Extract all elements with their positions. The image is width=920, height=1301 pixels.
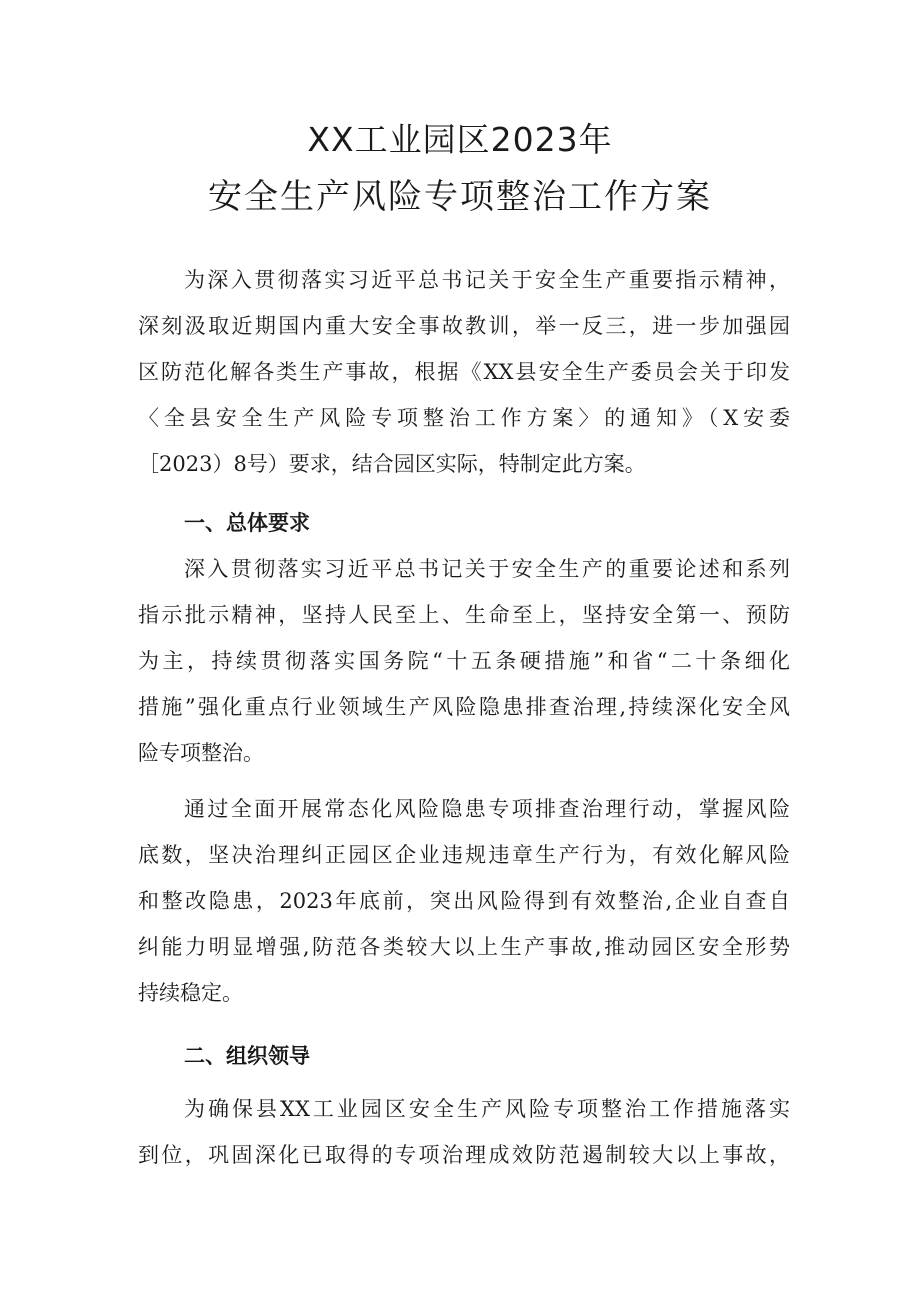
paragraph-line: 为主，持续贯彻落实国务院“十五条硬措施”和省“二十条细化	[138, 649, 790, 673]
paragraph-line: 险专项整治。	[138, 741, 264, 765]
paragraph-line: 持续稳定。	[138, 981, 243, 1005]
paragraph-line: 到位，巩固深化已取得的专项治理成效防范遏制较大以上事故，	[138, 1143, 790, 1167]
paragraph-line: 纠能力明显增强,防范各类较大以上生产事故,推动园区安全形势	[138, 935, 790, 959]
section-heading-organization-leadership: 二、组织领导	[184, 1044, 310, 1068]
paragraph-line: ［2023）8号）要求，结合园区实际，特制定此方案。	[138, 452, 646, 476]
paragraph-line: 为确保县XX工业园区安全生产风险专项整治工作措施落实	[184, 1097, 790, 1121]
section2-paragraph-1	[138, 1086, 790, 1178]
paragraph-line: 措施”强化重点行业领域生产风险隐患排查治理,持续深化安全风	[138, 695, 790, 719]
document-title-line-2: 安全生产风险专项整治工作方案	[208, 177, 712, 217]
paragraph-line: 深刻汲取近期国内重大安全事故教训，举一反三，进一步加强园	[138, 314, 790, 338]
paragraph-line: 底数，坚决治理纠正园区企业违规违章生产行为，有效化解风险	[138, 843, 790, 867]
section1-paragraph-2	[138, 786, 790, 1016]
section1-paragraph-1	[138, 546, 790, 776]
document-title-line-1: XX工业园区2023年	[307, 120, 613, 159]
paragraph-line: 为深入贯彻落实习近平总书记关于安全生产重要指示精神，	[184, 268, 790, 292]
paragraph-line: 区防范化解各类生产事故，根据《XX县安全生产委员会关于印发	[138, 360, 790, 384]
paragraph-line: 通过全面开展常态化风险隐患专项排查治理行动，掌握风险	[184, 797, 790, 821]
paragraph-line: 〈全县安全生产风险专项整治工作方案〉的通知》（X安委	[138, 406, 790, 430]
paragraph-line: 深入贯彻落实习近平总书记关于安全生产的重要论述和系列	[184, 557, 790, 581]
paragraph-line: 指示批示精神，坚持人民至上、生命至上，坚持安全第一、预防	[138, 603, 790, 627]
section-heading-general-requirements: 一、总体要求	[184, 511, 310, 535]
intro-paragraph	[138, 257, 790, 487]
paragraph-line: 和整改隐患，2023年底前，突出风险得到有效整治,企业自查自	[138, 889, 790, 913]
